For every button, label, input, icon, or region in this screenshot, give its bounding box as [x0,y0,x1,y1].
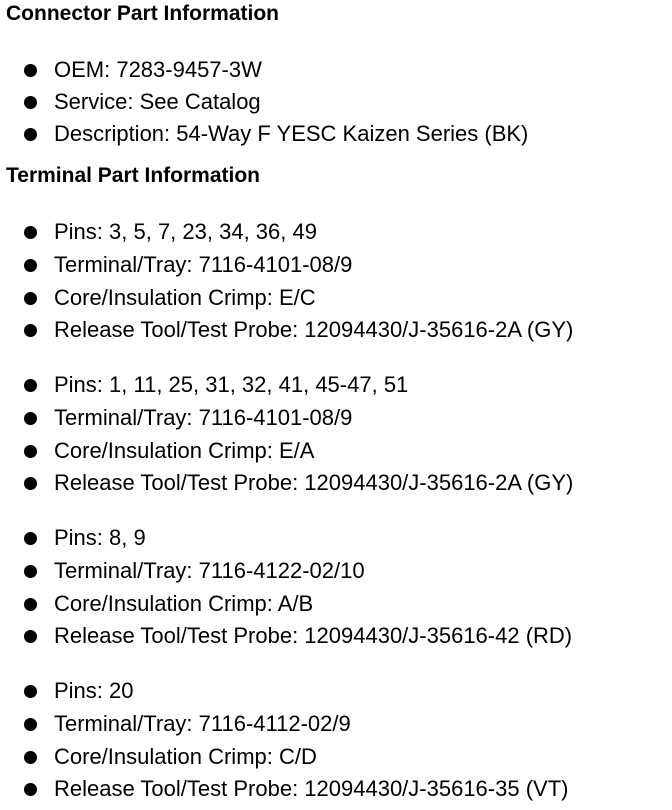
bullet-icon [24,445,37,458]
bullet-icon [24,783,37,796]
terminal-group-1-pins [24,216,317,248]
connector-item-service [24,86,261,118]
bullet-icon [24,565,37,578]
terminal-group-3-pins [24,522,146,554]
terminal-heading: Terminal Part Information [6,164,260,187]
tray-text: Terminal/Tray: 7116-4101-08/9 [54,405,353,430]
crimp-text: Core/Insulation Crimp: C/D [54,744,317,769]
connector-item-text: Service: See Catalog [54,89,261,114]
crimp-text: Core/Insulation Crimp: E/A [54,438,315,463]
terminal-group-2-pins [24,369,408,401]
terminal-group-4-tray [24,708,351,740]
pins-text: Pins: 8, 9 [54,525,146,550]
bullet-icon [24,751,37,764]
terminal-group-4-crimp [24,741,317,773]
terminal-group-2-tool [24,467,573,499]
terminal-group-1-tray [24,249,352,281]
terminal-group-2-crimp [24,435,314,467]
terminal-group-1-tool [24,314,573,346]
bullet-icon [24,532,37,545]
connector-item-text: Description: 54-Way F YESC Kaizen Series (BK) [54,121,529,146]
terminal-group-3-tool [24,620,572,652]
bullet-icon [24,685,37,698]
bullet-icon [24,477,37,490]
bullet-icon [24,128,37,141]
tray-text: Terminal/Tray: 7116-4122-02/10 [54,558,365,583]
tool-text: Release Tool/Test Probe: 12094430/J-35616-42 (RD) [54,623,573,648]
crimp-text: Core/Insulation Crimp: A/B [54,591,314,616]
pins-text: Pins: 3, 5, 7, 23, 34, 36, 49 [54,219,317,244]
bullet-icon [24,718,37,731]
terminal-group-4-tool [24,773,568,805]
crimp-text: Core/Insulation Crimp: E/C [54,285,316,310]
terminal-group-4-pins [24,675,134,707]
bullet-icon [24,226,37,239]
connector-item-oem [24,54,262,86]
pins-text: Pins: 20 [54,678,134,703]
bullet-icon [24,598,37,611]
connector-item-description [24,118,528,150]
bullet-icon [24,259,37,272]
terminal-group-2-tray [24,402,352,434]
bullet-icon [24,412,37,425]
tool-text: Release Tool/Test Probe: 12094430/J-35616-35 (VT) [54,776,569,801]
connector-item-text: OEM: 7283-9457-3W [54,57,262,82]
bullet-icon [24,292,37,305]
bullet-icon [24,96,37,109]
tray-text: Terminal/Tray: 7116-4101-08/9 [54,252,353,277]
tray-text: Terminal/Tray: 7116-4112-02/9 [54,711,351,736]
bullet-icon [24,379,37,392]
pins-text: Pins: 1, 11, 25, 31, 32, 41, 45-47, 51 [54,372,409,397]
bullet-icon [24,630,37,643]
connector-heading: Connector Part Information [6,2,280,25]
tool-text: Release Tool/Test Probe: 12094430/J-35616-2A (GY) [54,317,574,342]
tool-text: Release Tool/Test Probe: 12094430/J-35616-2A (GY) [54,470,574,495]
terminal-group-1-crimp [24,282,316,314]
bullet-icon [24,64,37,77]
terminal-group-3-tray [24,555,365,587]
bullet-icon [24,324,37,337]
terminal-group-3-crimp [24,588,313,620]
